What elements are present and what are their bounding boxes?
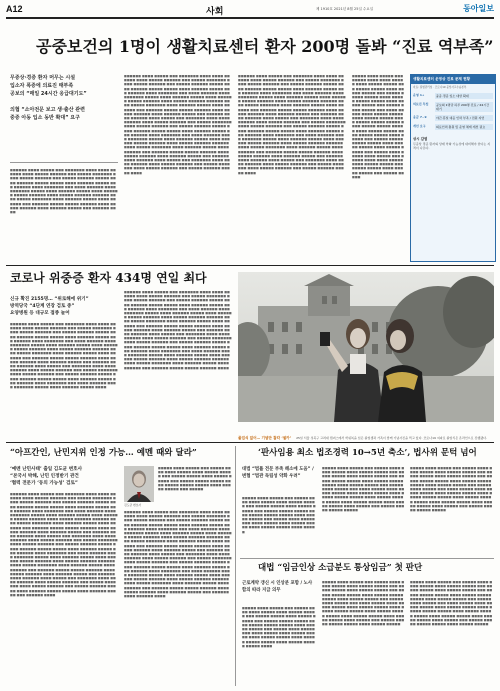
lead-subheads [10,74,120,122]
lead-body-col-1: ■■■■■■ ■■■■ ■■■■■ ■■■ ■■■■■■■ ■■■■ ■■■■ ■■■■■■ ■■■■ ■■■■■ ■■■■■■ ■■■ ■■■■■ ■■■■■■■ ■■■■ ■■■■■ ■■■■■■ ■■■ ■■■■■ ■■■■■■ ■■■■■ ■■■■ ■■■■■■ ■■■■■ ■■■■■ ■■■■ ■■■■■■ ■■■■■ ■■■ ■■■■■■ ■■■■ ■■■■■■■ ■■■ ■■■■ ■■■■■■ ■■■■ ■■■■■■■ ■■■■■ ■■■■ ■■■■■■ ■■■■■ ■■■■ ■■■■■■ ■■■■■ ■■■■■■ ■■■■ ■■■■■ ■■■■■■ ■■■■■■ ■■■■ ■■■■■ ■■■■■■■ ■■■■ ■■■■■■ ■■■■■ ■■■■ ■■■■■■ ■■■ ■■■■■■ ■■■■■ ■■■■■ ■■■■■■ ■■■■ ■■■■■ ■■■■■■ ■■■■ ■■■■■■ ■■■■■ ■■■ ■■■■■■ ■■■■ [10,168,118,215]
bottom-right-body-col-1: ■■■■■ ■■■■ ■■■■■ ■■■ ■■■■■ ■■■■ ■■■■ ■■■■■ ■■■■ ■■■■■ ■■■■■ ■■■ ■■■■■ ■■■■■ ■■■■ ■■■■■ ■■■■■ ■■■ ■■■■■ ■■■■■ ■■■■■ ■■■■ ■■■■■ ■■■■■ ■■■■■ ■■■■ ■■■■■ ■■■■■ ■■■ ■■■■■ ■■■■ ■■■■■ ■■■ ■■■■ ■■■■■ ■■■■ ■■■■■ ■■■■■ ■■■■ ■■■■■ ■■■■■ ■■■■ ■■■■■ [242,496,316,534]
infobox-row-desc: 야간·휴일 대응 인력 부족 / 전원 지연 [435,115,493,121]
story-divider [240,558,494,559]
second-body-col-2: ■■■■■■ ■■■■ ■■■■■ ■■■ ■■■■■■■ ■■■■ ■■■■ ■■■■■■ ■■■■ ■■■■■ ■■■■■■ ■■■ ■■■■■ ■■■■■■■ ■■■■ ■■■■■ ■■■■■■ ■■■ ■■■■■ ■■■■■■ ■■■■■ ■■■■ ■■■■■■ ■■■■■ ■■■■■ ■■■■ ■■■■■■ ■■■■■ ■■■ ■■■■■■ ■■■■ ■■■■■■■ ■■■ ■■■■ ■■■■■■ ■■■■ ■■■■■■■ ■■■■■ ■■■■ ■■■■■■ ■■■■■ ■■■■ ■■■■■■ ■■■■■ ■■■■■■ ■■■■ ■■■■■ ■■■■■■ ■■■■■■ ■■■■ ■■■■■ ■■■■■■■ ■■■■ ■■■■■■ ■■■■■ ■■■■ ■■■■■■ ■■■ ■■■■■■ ■■■■■ ■■■■■ ■■■■■■ ■■■■ ■■■■■ ■■■■■■ ■■■■ ■■■■■■ ■■■■■ ■■■ ■■■■■■ ■■■■ ■■■■■■ ■■■■ ■■■■■ ■■■ ■■■■■■■ ■■■■ ■■■■ ■■■■■■ ■■■■ ■■■■■ ■■■■■■ ■■■ ■■■■■ ■■■■■■■ ■■■■ ■■■■■ ■■■■■■ ■■■ ■■■■■ ■■■■■■ ■■■■■ ■■■■ ■■■■■■ ■■■■■ ■■■■■ ■■■■ ■■■■■■ ■■■■■ ■■■ ■■■■■■ ■■■■ ■■■■■■■ ■■■ ■■■■ ■■■■■■ ■■■■ ■■■■■■■ ■■■■■ ■■■■ ■■■■■■ ■■■■■ ■■■■ ■■■■■■ ■■■■■ ■■■■■■ ■■■■ ■■■■■ ■■■■■■ ■■■■■■ ■■■■ ■■■■■ ■■■■■■■ ■■■■ ■■■■■■ ■■■■■ ■■■■ ■■■■■■ ■■■ ■■■■■■ ■■■■■ ■■■■■ ■■■■■■ ■■■■ [124,290,232,370]
bottom-right-subhead: 대법 “법률 전문 부족 해소에 도움” / 변협 “법관 독립성 약화 우려” [242,467,314,479]
infobox-row-tag: 의료진 투입 [413,102,429,106]
section-rule [6,265,494,266]
lead-body-col-2: ■■■■■■ ■■■■ ■■■■■ ■■■ ■■■■■■■ ■■■■ ■■■■ ■■■■■■ ■■■■ ■■■■■ ■■■■■■ ■■■ ■■■■■ ■■■■■■■ ■■■■ ■■■■■ ■■■■■■ ■■■ ■■■■■ ■■■■■■ ■■■■■ ■■■■ ■■■■■■ ■■■■■ ■■■■■ ■■■■ ■■■■■■ ■■■■■ ■■■ ■■■■■■ ■■■■ ■■■■■■■ ■■■ ■■■■ ■■■■■■ ■■■■ ■■■■■■■ ■■■■■ ■■■■ ■■■■■■ ■■■■■ ■■■■ ■■■■■■ ■■■■■ ■■■■■■ ■■■■ ■■■■■ ■■■■■■ ■■■■■■ ■■■■ ■■■■■ ■■■■■■■ ■■■■ ■■■■■■ ■■■■■ ■■■■ ■■■■■■ ■■■ ■■■■■■ ■■■■■ ■■■■■ ■■■■■■ ■■■■ ■■■■■ ■■■■■■ ■■■■ ■■■■■■ ■■■■■ ■■■ ■■■■■■ ■■■■ ■■■■■■ ■■■■ ■■■■■ ■■■ ■■■■■■■ ■■■■ ■■■■ ■■■■■■ ■■■■ ■■■■■ ■■■■■■ ■■■ ■■■■■ ■■■■■■■ ■■■■ ■■■■■ ■■■■■■ ■■■ ■■■■■ ■■■■■■ ■■■■■ ■■■■ ■■■■■■ ■■■■■ ■■■■■ ■■■■ ■■■■■■ ■■■■■ ■■■ ■■■■■■ ■■■■ ■■■■■■■ ■■■ ■■■■ ■■■■■■ ■■■■ ■■■■■■■ ■■■■■ ■■■■ ■■■■■■ ■■■■■ ■■■■ ■■■■■■ ■■■■■ ■■■■■■ ■■■■ ■■■■■ ■■■■■■ ■■■■■■ ■■■■ ■■■■■ ■■■■■■■ ■■■■ ■■■■■■ ■■■■■ ■■■■ ■■■■■■ ■■■ ■■■■■■ ■■■■■ ■■■■■ ■■■■■■ ■■■■ ■■■■■ ■■■■■■ ■■■■ ■■■■■■ ■■■■■ ■■■ ■■■■■■ ■■■■ ■■■■■■ ■■■■ ■■■■■ ■■■ ■■■■■■■ ■■■■ ■■■■ ■■■■■■ ■■■■ ■■■■■ ■■■■■■ ■■■ ■■■■■ ■■■■■■■ ■■■■ ■■■■■ ■■■■■■ ■■■ ■■■■■ ■■■■■■ ■■■■■ ■■■■ [124,74,232,175]
lead-subhead: 무증상·경증 환자 머무는 시설 [10,75,76,81]
portrait-photo [124,466,154,502]
column-divider [235,446,236,686]
lead-body-col-4: ■■■■■ ■■■■ ■■■■■ ■■■ ■■■■■ ■■■■ ■■■■ ■■■■■ ■■■■ ■■■■■ ■■■■■ ■■■ ■■■■■ ■■■■■ ■■■■ ■■■■■ ■■■■■ ■■■ ■■■■■ ■■■■■ ■■■■■ ■■■■ ■■■■■ ■■■■■ ■■■■■ ■■■■ ■■■■■ ■■■■■ ■■■ ■■■■■ ■■■■ ■■■■■ ■■■ ■■■■ ■■■■■ ■■■■ ■■■■■ ■■■■■ ■■■■ ■■■■■ ■■■■■ ■■■■ ■■■■■ ■■■■■ ■■■■■ ■■■■ ■■■■■ ■■■■■ ■■■■■ ■■■■ ■■■■■ ■■■■■ ■■■■ ■■■■■ ■■■■■ ■■■■ ■■■■■ ■■■ ■■■■■ ■■■■■ ■■■■■ ■■■■■ ■■■■ ■■■■■ ■■■■■ ■■■■ ■■■■■ ■■■■■ ■■■ ■■■■■ ■■■■ ■■■■■ ■■■■ ■■■■■ ■■■ ■■■■■ ■■■■ ■■■■ ■■■■■ ■■■■ ■■■■■ ■■■■■ ■■■ ■■■■■ ■■■■■ ■■■■ ■■■■■ ■■■■■ ■■■ ■■■■■ ■■■■■ [352,74,404,179]
lead-headline: 공중보건의 1명이 생활치료센터 환자 200명 돌봐 “진료 역부족” [36,37,494,56]
bottom-right-second-headline: 대법 “임금인상 소급분도 통상임금” 첫 판단 [258,563,423,573]
section-rule-lower [6,442,494,443]
bottom-right-body-col-4: ■■■■■ ■■■■ ■■■■■ ■■■ ■■■■■ ■■■■ ■■■■ ■■■■■ ■■■■ ■■■■■ ■■■■■ ■■■ ■■■■■ ■■■■■ ■■■■ ■■■■■ ■■■■■ ■■■ ■■■■■ ■■■■■ ■■■■■ ■■■■ ■■■■■ ■■■■■ ■■■■■ ■■■■ ■■■■■ ■■■■■ ■■■ ■■■■■ ■■■■ ■■■■■ ■■■ ■■■■ ■■■■■ ■■■■ ■■■■■ ■■■■■ ■■■■ ■■■■■ ■■■■■ ■■■■ ■■■■■ ■■■■■ ■■■■■ ■■■■ ■■■■■ ■■■■■ ■■■■■ ■■■■ [242,606,316,648]
second-body-col-1: ■■■■■■ ■■■■ ■■■■■ ■■■ ■■■■■■■ ■■■■ ■■■■ ■■■■■■ ■■■■ ■■■■■ ■■■■■■ ■■■ ■■■■■ ■■■■■■■ ■■■■ ■■■■■ ■■■■■■ ■■■ ■■■■■ ■■■■■■ ■■■■■ ■■■■ ■■■■■■ ■■■■■ ■■■■■ ■■■■ ■■■■■■ ■■■■■ ■■■ ■■■■■■ ■■■■ ■■■■■■■ ■■■ ■■■■ ■■■■■■ ■■■■ ■■■■■■■ ■■■■■ ■■■■ ■■■■■■ ■■■■■ ■■■■ ■■■■■■ ■■■■■ ■■■■■■ ■■■■ ■■■■■ ■■■■■■ ■■■■■■ ■■■■ ■■■■■ ■■■■■■■ ■■■■ ■■■■■■ ■■■■■ ■■■■ ■■■■■■ ■■■ ■■■■■■ ■■■■■ ■■■■■ ■■■■■■ ■■■■ ■■■■■ ■■■■■■ ■■■■ ■■■■■■ ■■■■■ ■■■ ■■■■■■ ■■■■ ■■■■■■ ■■■■ ■■■■■ ■■■ ■■■■■■■ ■■■■ ■■■■ ■■■■■■ ■■■■ ■■■■■ ■■■■■■ ■■■ ■■■■■ ■■■■■■■ ■■■■ ■■■■■ ■■■■■■ ■■■ ■■■■■ ■■■■■■ ■■■■■ ■■■■ ■■■■■■ ■■■■■ ■■■■■ ■■■■ ■■■■■■ ■■■■■ ■■■ ■■■■■■ ■■■■ ■■■■■■■ ■■■ ■■■■ ■■■■■■ ■■■■ ■■■■■■■ ■■■■■ ■■■■ ■■■■■■ ■■■■■ ■■■■ [10,322,118,390]
infobox-row-desc: 공보의 1명당 하루 200명 진료 / 24시간 대기 [435,102,493,112]
infobox [410,74,496,262]
bottom-right-headline: ‘판사임용 최소 법조경력 10→5년 축소’, 법사위 문턱 넘어 [258,448,477,458]
infobox-row [413,93,493,99]
portrait-graphic [124,466,154,502]
second-subhead: 신규 확진 2155명… “위로해에 위기” [10,297,89,302]
lead-subhead: 의협 “소아전문 보고 생·출산 관련 [10,107,85,113]
infobox-row-tag: 운영 1+ [413,93,425,97]
infobox-footer-text: 무증상 경증 환자의 상태 악화 가능성에 대비해야 한다는 지적이 나온다. [413,142,491,150]
bottom-right-body-col-3: ■■■■■ ■■■■ ■■■■■ ■■■ ■■■■■ ■■■■ ■■■■ ■■■■■ ■■■■ ■■■■■ ■■■■■ ■■■ ■■■■■ ■■■■■ ■■■■ ■■■■■ ■■■■■ ■■■ ■■■■■ ■■■■■ ■■■■■ ■■■■ ■■■■■ ■■■■■ ■■■■■ ■■■■ ■■■■■ ■■■■■ ■■■ ■■■■■ ■■■■ ■■■■■ ■■■ ■■■■ ■■■■■ ■■■■ ■■■■■ ■■■■■ ■■■■ ■■■■■ ■■■■■ ■■■■ ■■■■■ ■■■■■ ■■■■■ ■■■■ ■■■■■ ■■■■■ ■■■■■ ■■■■ ■■■■■ ■■■■■ ■■■■ ■■■■■ ■■■■■ ■■■■ ■■■■■ ■■■ ■■■■■ ■■■■■ ■■■■■ ■■■■■ [410,466,493,513]
second-headline: 코로나 위중증 환자 434명 연일 최다 [10,271,207,285]
bottom-left-body-col-3: ■■■■■■ ■■■■ ■■■■■ ■■■ ■■■■■■■ ■■■■ ■■■■ ■■■■■■ ■■■■ ■■■■■ ■■■■■■ ■■■ ■■■■■ ■■■■■■■ ■■■■ ■■■■■ ■■■■■■ ■■■ ■■■■■ ■■■■■■ ■■■■■ ■■■■ ■■■■■■ ■■■■■ ■■■■■ ■■■■ ■■■■■■ ■■■■■ ■■■ ■■■■■■ ■■■■ ■■■■■■■ ■■■ ■■■■ ■■■■■■ ■■■■ ■■■■■■■ ■■■■■ ■■■■ ■■■■■■ ■■■■■ ■■■■ ■■■■■■ ■■■■■ ■■■■■■ ■■■■ ■■■■■ ■■■■■■ ■■■■■■ ■■■■ ■■■■■ ■■■■■■■ ■■■■ ■■■■■■ ■■■■■ ■■■■ ■■■■■■ ■■■ ■■■■■■ ■■■■■ ■■■■■ ■■■■■■ ■■■■ ■■■■■ ■■■■■■ ■■■■ ■■■■■■ ■■■■■ ■■■ ■■■■■■ ■■■■ ■■■■■■ ■■■■ ■■■■■ ■■■ ■■■■■■■ ■■■■ ■■■■ ■■■■■■ ■■■■ ■■■■■ ■■■■■■ ■■■ ■■■■■ ■■■■■■■ ■■■■ ■■■■■ ■■■■■■ ■■■ ■■■■■ ■■■■■■ ■■■■■ ■■■■ ■■■■■■ ■■■■■ ■■■■■ ■■■■ ■■■■■■ ■■■■■ ■■■ ■■■■■■ ■■■■ ■■■■■■■ ■■■ ■■■■ ■■■■■■ ■■■■ ■■■■■■■ ■■■■■ ■■■■ ■■■■■■ ■■■■■ ■■■■ ■■■■■■ ■■■■■ ■■■■■■ ■■■■ ■■■■■ ■■■■■■ ■■■■■■ ■■■■ ■■■■■ ■■■■■■■ ■■■■ ■■■■■■ ■■■■■ ■■■■ ■■■■■■ ■■■ ■■■■■■ ■■■■■ ■■■■■ ■■■■■■ ■■■■ ■■■■■ ■■■■■■ ■■■■ ■■■■■■ ■■■■■ ■■■ ■■■■■■ ■■■■ ■■■■■■ ■■■■ [124,510,232,599]
lead-subhead: 중증 아동 입소 동반 확대” 요구 [10,115,80,121]
section-name: 사회 [206,7,224,17]
lead-body-col-3: ■■■■■■ ■■■■ ■■■■■ ■■■ ■■■■■■■ ■■■■ ■■■■ ■■■■■■ ■■■■ ■■■■■ ■■■■■■ ■■■ ■■■■■ ■■■■■■■ ■■■■ ■■■■■ ■■■■■■ ■■■ ■■■■■ ■■■■■■ ■■■■■ ■■■■ ■■■■■■ ■■■■■ ■■■■■ ■■■■ ■■■■■■ ■■■■■ ■■■ ■■■■■■ ■■■■ ■■■■■■■ ■■■ ■■■■ ■■■■■■ ■■■■ ■■■■■■■ ■■■■■ ■■■■ ■■■■■■ ■■■■■ ■■■■ ■■■■■■ ■■■■■ ■■■■■■ ■■■■ ■■■■■ ■■■■■■ ■■■■■■ ■■■■ ■■■■■ ■■■■■■■ ■■■■ ■■■■■■ ■■■■■ ■■■■ ■■■■■■ ■■■ ■■■■■■ ■■■■■ ■■■■■ ■■■■■■ ■■■■ ■■■■■ ■■■■■■ ■■■■ ■■■■■■ ■■■■■ ■■■ ■■■■■■ ■■■■ ■■■■■■ ■■■■ ■■■■■ ■■■ ■■■■■■■ ■■■■ ■■■■ ■■■■■■ ■■■■ ■■■■■ ■■■■■■ ■■■ ■■■■■ ■■■■■■■ ■■■■ ■■■■■ ■■■■■■ ■■■ ■■■■■ ■■■■■■ ■■■■■ ■■■■ ■■■■■■ ■■■■■ ■■■■■ ■■■■ ■■■■■■ ■■■■■ ■■■ ■■■■■■ ■■■■ ■■■■■■■ ■■■ ■■■■ ■■■■■■ ■■■■ ■■■■■■■ ■■■■■ ■■■■ ■■■■■■ ■■■■■ ■■■■ ■■■■■■ ■■■■■ ■■■■■■ ■■■■ ■■■■■ ■■■■■■ ■■■■■■ ■■■■ ■■■■■ ■■■■■■■ ■■■■ ■■■■■■ ■■■■■ ■■■■ ■■■■■■ ■■■ ■■■■■■ ■■■■■ ■■■■■ ■■■■■■ ■■■■ ■■■■■ ■■■■■■ ■■■■ ■■■■■■ ■■■■■ ■■■ ■■■■■■ ■■■■ ■■■■■■ ■■■■ ■■■■■ ■■■ ■■■■■■■ ■■■■ ■■■■ ■■■■■■ ■■■■ ■■■■■ ■■■■■■ ■■■ ■■■■■ ■■■■■■■ ■■■■ ■■■■■ ■■■■■■ ■■■ ■■■■■ ■■■■■■ ■■■■■ ■■■■ [238,74,346,175]
bottom-left-body-col-1: ■■■■■■ ■■■■ ■■■■■ ■■■ ■■■■■■■ ■■■■ ■■■■ ■■■■■■ ■■■■ ■■■■■ ■■■■■■ ■■■ ■■■■■ ■■■■■■■ ■■■■ ■■■■■ ■■■■■■ ■■■ ■■■■■ ■■■■■■ ■■■■■ ■■■■ ■■■■■■ ■■■■■ ■■■■■ ■■■■ ■■■■■■ ■■■■■ ■■■ ■■■■■■ ■■■■ ■■■■■■■ ■■■ ■■■■ ■■■■■■ ■■■■ ■■■■■■■ ■■■■■ ■■■■ ■■■■■■ ■■■■■ ■■■■ ■■■■■■ ■■■■■ ■■■■■■ ■■■■ ■■■■■ ■■■■■■ ■■■■■■ ■■■■ ■■■■■ ■■■■■■■ ■■■■ ■■■■■■ ■■■■■ ■■■■ ■■■■■■ ■■■ ■■■■■■ ■■■■■ ■■■■■ ■■■■■■ ■■■■ ■■■■■ ■■■■■■ ■■■■ ■■■■■■ ■■■■■ ■■■ ■■■■■■ ■■■■ ■■■■■■ ■■■■ ■■■■■ ■■■ ■■■■■■■ ■■■■ ■■■■ ■■■■■■ ■■■■ ■■■■■ ■■■■■■ ■■■ ■■■■■ ■■■■■■■ ■■■■ ■■■■■ ■■■■■■ ■■■ ■■■■■ ■■■■■■ ■■■■■ ■■■■ ■■■■■■ ■■■■■ ■■■■■ ■■■■ ■■■■■■ ■■■■■ ■■■ ■■■■■■ ■■■■ ■■■■■■■ ■■■ ■■■■ ■■■■■■ ■■■■ ■■■■■■■ ■■■■■ ■■■■ ■■■■■■ ■■■■■ ■■■■ ■■■■■■ ■■■■■ ■■■■■■ ■■■■ ■■■■■ ■■■■■■ ■■■■■■ ■■■■ ■■■■■ ■■■■■■■ ■■■■ ■■■■■■ ■■■■■ ■■■■ ■■■■■■ ■■■ ■■■■■■ ■■■■■ ■■■■■ ■■■■■■ ■■■■ ■■■■■ ■■■■■■ ■■■■ ■■■■■■ ■■■■■ ■■■ ■■■■■■ ■■■■ ■■■■■■ ■■■■ ■■■■■ ■■■ ■■■■■■■ ■■■■ ■■■■ ■■■■■■ ■■■■ ■■■■■ ■■■■■■ ■■■ ■■■■■ ■■■■■■■ ■■■■ ■■■■■ ■■■■■■ ■■■ ■■■■■ ■■■■■■ ■■■■■ ■■■■ ■■■■■■ ■■■■■ ■■■■■ ■■■■ ■■■■■■ ■■■■■ ■■■ ■■■■■■ ■■■■ [10,492,118,597]
page-header [6,3,494,16]
infobox-row [413,124,493,130]
photo-caption [238,424,494,443]
infobox-row [413,102,493,112]
infobox-row-tag: 응급 7~9 [413,115,427,119]
bottom-left-subhead: “본국서 박해, 난민 인정받기 관건 [10,474,79,479]
lead-subhead: 공보의 “매일 24시간 응급대기도” [10,91,87,97]
header-rule [6,17,494,19]
bottom-left-headline: “아프간인, 난민지위 인정 가능… 예멘 때와 달라” [10,448,197,458]
bottom-left-subhead: ‘협력 전문가 ‘동의 가능성’ 검토” [10,481,78,486]
dateline: 제 1910호 2021년 8월 25일 수요일 [316,7,374,11]
caption-text: 25일 서울 성북구 고려대 캠퍼스에서 학위복을 입은 졸업생과 가족이 함께 기념사진을 찍고 있다. 코로나19 여파로 졸업식은 온라인으로 진행됐다. [296,436,488,440]
page-number: A12 [6,4,23,14]
bottom-right-body-col-5: ■■■■■ ■■■■ ■■■■■ ■■■ ■■■■■ ■■■■ ■■■■ ■■■■■ ■■■■ ■■■■■ ■■■■■ ■■■ ■■■■■ ■■■■■ ■■■■ ■■■■■ ■■■■■ ■■■ ■■■■■ ■■■■■ ■■■■■ ■■■■ ■■■■■ ■■■■■ ■■■■■ ■■■■ ■■■■■ ■■■■■ ■■■ ■■■■■ ■■■■ ■■■■■ ■■■ ■■■■ ■■■■■ ■■■■ ■■■■■ ■■■■■ ■■■■ ■■■■■ ■■■■■ ■■■■ ■■■■■ ■■■■■ ■■■■■ ■■■■ ■■■■■ ■■■■■ ■■■■■ ■■■■ ■■■■■ ■■■■■ ■■■■ ■■■■■ ■■■■■ ■■■■ ■■■■■ ■■■ ■■■■■ ■■■■■ ■■■■■ ■■■■■ ■■■■ ■■■■■ ■■■■■ [322,580,405,627]
infobox-note: 자료: 질병관리청 · 코로나19 중앙사고수습본부 [413,86,467,89]
infobox-title: 생활치료센터 운영상 진료 문제 현황 [411,75,495,84]
infobox-row-tag: 개선 요구 [413,124,426,128]
second-subhead: 방역당국 “4단계 연장 검토 중” [10,304,75,309]
infobox-row-desc: 의료인력 충원 및 운영 체계 개선 필요 [435,124,493,130]
lead-subhead: 입소자 폭증에 의료진 태부족 [10,83,74,89]
bottom-right-body-col-2: ■■■■■ ■■■■ ■■■■■ ■■■ ■■■■■ ■■■■ ■■■■ ■■■■■ ■■■■ ■■■■■ ■■■■■ ■■■ ■■■■■ ■■■■■ ■■■■ ■■■■■ ■■■■■ ■■■ ■■■■■ ■■■■■ ■■■■■ ■■■■ ■■■■■ ■■■■■ ■■■■■ ■■■■ ■■■■■ ■■■■■ ■■■ ■■■■■ ■■■■ ■■■■■ ■■■ ■■■■ ■■■■■ ■■■■ ■■■■■ ■■■■■ ■■■■ ■■■■■ ■■■■■ ■■■■ ■■■■■ ■■■■■ ■■■■■ ■■■■ ■■■■■ ■■■■■ ■■■■■ ■■■■ ■■■■■ ■■■■■ ■■■■ ■■■■■ ■■■■■ ■■■■ ■■■■■ ■■■ ■■■■■ ■■■■■ ■■■■■ ■■■■■ [322,466,405,513]
bottom-left-body-col-2: ■■■■■ ■■■■ ■■■■■ ■■■ ■■■■■ ■■■■ ■■■■ ■■■■■ ■■■■ ■■■■■ ■■■■■ ■■■ ■■■■■ ■■■■■ ■■■■ ■■■■■ ■■■■■ ■■■ ■■■■■ ■■■■■ ■■■■■ ■■■■ ■■■■■ ■■■■■ ■■■■■ ■■■■ ■■■■■ ■■■■■ ■■■ ■■■■■ [158,466,232,492]
portrait-byline: 김도균 변호사 [124,503,142,507]
caption-title: 졸업식 없어… 기념만 찰칵 ‘셀카’ [238,436,291,440]
bottom-right-body-col-6: ■■■■■ ■■■■ ■■■■■ ■■■ ■■■■■ ■■■■ ■■■■ ■■■■■ ■■■■ ■■■■■ ■■■■■ ■■■ ■■■■■ ■■■■■ ■■■■ ■■■■■ ■■■■■ ■■■ ■■■■■ ■■■■■ ■■■■■ ■■■■ ■■■■■ ■■■■■ ■■■■■ ■■■■ ■■■■■ ■■■■■ ■■■ ■■■■■ ■■■■ ■■■■■ ■■■ ■■■■ ■■■■■ ■■■■ ■■■■■ ■■■■■ ■■■■ ■■■■■ ■■■■■ ■■■■ ■■■■■ ■■■■■ ■■■■■ ■■■■ ■■■■■ ■■■■■ ■■■■■ ■■■■ ■■■■■ ■■■■■ ■■■■ ■■■■■ ■■■■■ ■■■■ ■■■■■ ■■■ ■■■■■ ■■■■■ ■■■■■ ■■■■■ ■■■■ ■■■■■ ■■■■■ [410,580,493,627]
infobox-row-desc: 중증·경증 입소 대상 확대 [435,93,493,99]
second-subhead: 요양병원 등 대규모 접종 늘어 [10,311,70,316]
bottom-left-subheads [10,466,120,487]
infobox-row [413,115,493,121]
subhead-divider [10,162,118,163]
second-subheads [10,296,120,317]
bottom-left-subhead: ‘예멘 난민사태’ 출일 김도균 변호사 [10,467,83,472]
newspaper-logo: 동아일보 [463,3,494,13]
photo-graphic [238,272,494,422]
news-photo [238,272,494,422]
bottom-right-second-subhead: 근로계약 갱신 시 인상분 포함 / 노사 합의 따라 지급 의무 [242,581,313,593]
infobox-footer-title: 상시 감염 [413,137,428,141]
